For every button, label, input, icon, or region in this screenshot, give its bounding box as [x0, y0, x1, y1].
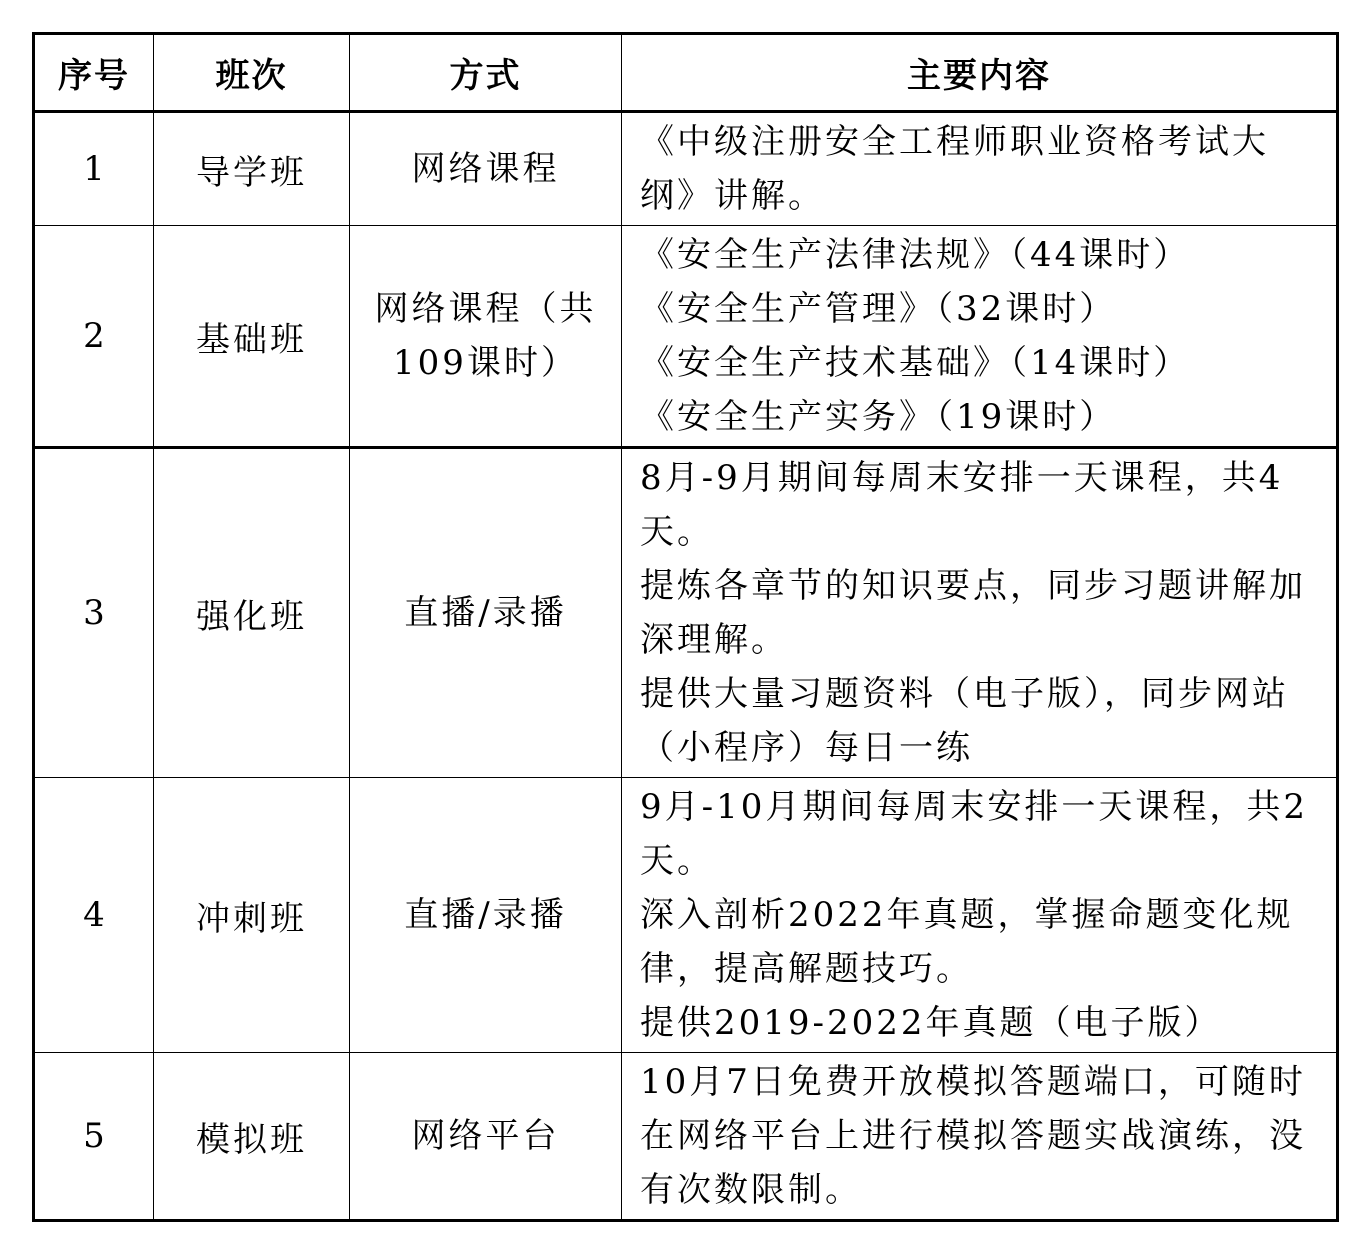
table-row	[34, 778, 1338, 1053]
row-content	[622, 448, 1338, 778]
row-mode: 网络课程	[350, 112, 622, 226]
header-mode: 方式	[350, 34, 622, 112]
table-row	[34, 112, 1338, 226]
table-row	[34, 448, 1338, 778]
content-line: 8月-9月期间每周末安排一天课程，共4天。	[640, 458, 1284, 552]
row-mode: 直播/录播	[350, 778, 622, 1053]
content-line: 9月-10月期间每周末安排一天课程，共2天。	[640, 787, 1309, 881]
row-index: 4	[34, 778, 154, 1053]
course-schedule-table	[32, 32, 1339, 1222]
content-line: 《安全生产技术基础》（14课时）	[640, 343, 1191, 383]
table-row	[34, 1053, 1338, 1221]
content-line: 《安全生产法律法规》（44课时）	[640, 235, 1191, 275]
row-content	[622, 778, 1338, 1053]
row-content	[622, 112, 1338, 226]
table-header	[34, 34, 1338, 112]
content-line: 提炼各章节的知识要点，同步习题讲解加深理解。	[640, 566, 1306, 660]
row-content	[622, 226, 1338, 448]
row-class: 导学班	[154, 112, 350, 226]
row-index: 3	[34, 448, 154, 778]
row-class: 模拟班	[154, 1053, 350, 1221]
content-line: 深入剖析2022年真题，掌握命题变化规律，提高解题技巧。	[640, 895, 1294, 989]
row-class: 强化班	[154, 448, 350, 778]
content-line: 10月7日免费开放模拟答题端口，可随时在网络平台上进行模拟答题实战演练，没有次数限制。	[640, 1062, 1306, 1210]
header-content: 主要内容	[622, 34, 1338, 112]
row-index: 1	[34, 112, 154, 226]
table-body	[34, 112, 1338, 1221]
row-mode: 网络平台	[350, 1053, 622, 1221]
row-mode: 网络课程（共109课时）	[350, 226, 622, 448]
header-row	[34, 34, 1338, 112]
row-class: 冲刺班	[154, 778, 350, 1053]
content-line: 《安全生产实务》（19课时）	[640, 397, 1117, 437]
row-index: 5	[34, 1053, 154, 1221]
header-class: 班次	[154, 34, 350, 112]
content-line: 《安全生产管理》（32课时）	[640, 289, 1117, 329]
content-line: 《中级注册安全工程师职业资格考试大纲》讲解。	[640, 122, 1269, 216]
header-index: 序号	[34, 34, 154, 112]
row-mode: 直播/录播	[350, 448, 622, 778]
row-content	[622, 1053, 1338, 1221]
row-class: 基础班	[154, 226, 350, 448]
row-index: 2	[34, 226, 154, 448]
content-line: 提供2019-2022年真题（电子版）	[640, 1003, 1222, 1043]
table-row	[34, 226, 1338, 448]
content-line: 提供大量习题资料（电子版），同步网站（小程序）每日一练	[640, 674, 1289, 768]
